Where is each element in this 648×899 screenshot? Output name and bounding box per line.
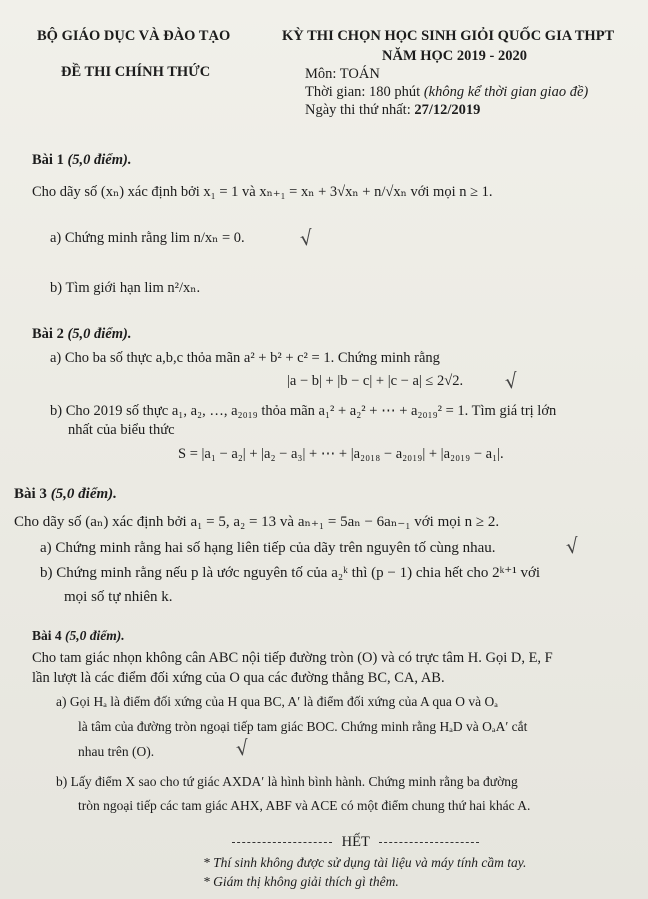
handwritten-check-mark: √ [564, 533, 581, 559]
problem-points: (5,0 điểm). [67, 326, 132, 342]
problem-1-statement: Cho dãy số (xₙ) xác định bởi x₁ = 1 và xₙ₊₁ = xₙ + 3√xₙ + n/√xₙ với mọi n ≥ 1. [32, 184, 493, 200]
problem-1-heading [32, 152, 131, 169]
problem-2-inequality: |a − b| + |b − c| + |c − a| ≤ 2√2. [287, 373, 464, 389]
problem-title: Bài 2 [32, 326, 64, 342]
problem-title: Bài 1 [32, 152, 64, 168]
exam-title: KỲ THI CHỌN HỌC SINH GIỎI QUỐC GIA THPT [282, 28, 615, 44]
problem-2-heading [32, 326, 131, 343]
divider [379, 842, 479, 843]
problem-1-part-b: b) Tìm giới hạn lim n²/xₙ. [50, 280, 201, 296]
problem-2-expression: S = |a₁ − a₂| + |a₂ − a₃| + ⋯ + |a₂₀₁₈ − a₂₀₁₉| + |a₂₀₁₉ − a₁|. [178, 446, 504, 462]
exam-date [305, 102, 480, 119]
problem-3-statement: Cho dãy số (aₙ) xác định bởi a₁ = 5, a₂ = 13 và aₙ₊₁ = 5aₙ − 6aₙ₋₁ với mọi n ≥ 2. [14, 514, 500, 530]
problem-4-part-a: a) Gọi Hₐ là điểm đối xứng của H qua BC, A′ là điểm đối xứng của A qua O và Oₐ [56, 694, 498, 709]
problem-2-part-b-cont: nhất của biểu thức [68, 422, 175, 438]
end-marker [232, 834, 479, 851]
time-prefix: Thời gian: 180 phút [305, 84, 421, 100]
official-label: ĐỀ THI CHÍNH THỨC [61, 64, 211, 80]
end-label: HẾT [341, 834, 370, 850]
problem-4-statement-line-2: lần lượt là các điểm đối xứng của O qua các đường thẳng BC, CA, AB. [32, 670, 445, 686]
problem-1-part-a: a) Chứng minh rằng lim n/xₙ = 0. [50, 230, 245, 246]
problem-4-statement-line-1: Cho tam giác nhọn không cân ABC nội tiếp đường tròn (O) và có trực tâm H. Gọi D, E, F [32, 650, 553, 666]
ministry-name: BỘ GIÁO DỤC VÀ ĐÀO TẠO [37, 28, 231, 44]
exam-duration [305, 84, 588, 101]
problem-2-part-a: a) Cho ba số thực a,b,c thỏa mãn a² + b² + c² = 1. Chứng minh rằng [50, 350, 440, 366]
problem-points: (5,0 điểm). [65, 628, 125, 643]
subject: Môn: TOÁN [305, 66, 380, 82]
problem-title: Bài 4 [32, 628, 62, 643]
handwritten-check-mark: √ [234, 735, 251, 761]
problem-3-part-b: b) Chứng minh rằng nếu p là ước nguyên tố của a₂ᵏ thì (p − 1) chia hết cho 2ᵏ⁺¹ với [40, 565, 541, 581]
problem-4-part-b: b) Lấy điểm X sao cho tứ giác AXDA′ là hình bình hành. Chứng minh rằng ba đường [56, 774, 518, 789]
problem-4-part-a-line-2: là tâm của đường tròn ngoại tiếp tam giác BOC. Chứng minh rằng HₐD và OₐA′ cắt [78, 719, 528, 734]
handwritten-check-mark: √ [503, 368, 520, 394]
problem-3-part-b-cont: mọi số tự nhiên k. [64, 589, 173, 605]
problem-points: (5,0 điểm). [67, 152, 132, 168]
footer-note-1: * Thí sinh không được sử dụng tài liệu và máy tính cầm tay. [203, 855, 527, 870]
problem-3-part-a: a) Chứng minh rằng hai số hạng liên tiếp của dãy trên nguyên tố cùng nhau. [40, 540, 496, 556]
problem-points: (5,0 điểm). [50, 486, 117, 502]
date-prefix: Ngày thi thứ nhất: [305, 102, 411, 118]
problem-4-heading [32, 628, 125, 644]
divider [232, 842, 332, 843]
problem-4-part-b-line-2: tròn ngoại tiếp các tam giác AHX, ABF và ACE có một điểm chung thứ hai khác A. [78, 798, 531, 813]
footer-note-2: * Giám thị không giải thích gì thêm. [203, 874, 399, 889]
school-year: NĂM HỌC 2019 - 2020 [382, 48, 527, 64]
problem-2-part-b: b) Cho 2019 số thực a₁, a₂, …, a₂₀₁₉ thỏa mãn a₁² + a₂² + ⋯ + a₂₀₁₉² = 1. Tìm giá trị lớn [50, 403, 557, 419]
time-note: (không kể thời gian giao đề) [423, 84, 589, 100]
problem-3-heading [14, 486, 117, 503]
problem-4-part-a-line-3: nhau trên (O). [78, 744, 155, 759]
handwritten-check-mark: √ [298, 225, 315, 251]
date-value: 27/12/2019 [414, 102, 481, 118]
problem-title: Bài 3 [14, 486, 47, 502]
